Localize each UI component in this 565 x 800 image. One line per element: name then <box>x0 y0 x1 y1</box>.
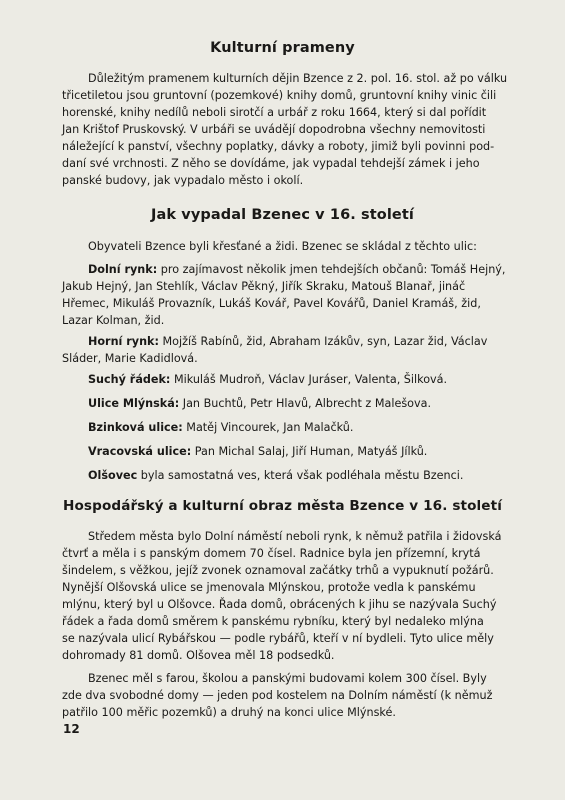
section-heading-hospodarsky-obraz: Hospodářský a kulturní obraz města Bzence v 16. století <box>63 498 502 514</box>
street-name: Horní rynk: <box>88 335 159 348</box>
paragraph-line: se nazývala ulicí Rybářskou — podle rybářů, kteří v ní bydleli. Tyto ulice měly <box>62 632 494 645</box>
street-residents: Jan Buchtů, Petr Hlavů, Albrecht z Malešova. <box>179 397 432 410</box>
street-name: Olšovec <box>88 469 138 482</box>
street-entry-bzinkova-ulice <box>88 421 353 435</box>
page-number: 12 <box>63 722 80 736</box>
paragraph-line: Středem města bylo Dolní náměstí neboli rynk, k němuž patřila i židovská <box>88 530 502 543</box>
paragraph-line: řádek a řada domů směrem k panskému rybníku, který byl nedaleko mlýna <box>62 615 484 628</box>
paragraph-line: čtvrť a měla i s panským domem 70 čísel. Radnice byla jen přízemní, krytá <box>62 547 481 560</box>
paragraph-line: horenské, knihy nedílů neboli sirotčí a urbář z roku 1664, který si dal pořídit <box>62 106 487 119</box>
paragraph-line: šindelem, s věžkou, jejíž zvonek oznamoval začátky trhů a vypuknutí požárů. <box>62 564 494 577</box>
street-residents: Mojžíš Rabínů, žid, Abraham Izákův, syn, Lazar žid, Václav <box>158 335 488 348</box>
paragraph-line: daní své vrchnosti. Z něho se dovídáme, jak vypadal tehdejší zámek i jeho <box>62 157 480 170</box>
street-residents: Matěj Vincourek, Jan Malačků. <box>182 421 354 434</box>
street-name: Bzinková ulice: <box>88 421 183 434</box>
street-entry-olsovec <box>88 469 463 483</box>
street-residents: Pan Michal Salaj, Jiří Human, Matyáš Jílků. <box>191 445 428 458</box>
street-entry-ulice-mlynska <box>88 397 431 411</box>
section-heading-jak-vypadal-bzenec: Jak vypadal Bzenec v 16. století <box>151 207 414 223</box>
paragraph-line: Jakub Hejný, Jan Stehlík, Václav Pěkný, Jiřík Skraku, Matouš Blanař, jináč <box>62 280 466 293</box>
paragraph-line: Hřemec, Mikuláš Provazník, Lukáš Kovář, Pavel Kovářů, Daniel Kramáš, žid, <box>62 297 481 310</box>
street-name: Vracovská ulice: <box>88 445 192 458</box>
street-description: byla samostatná ves, která však podléhala městu Bzenci. <box>137 469 464 482</box>
paragraph-line: Lazar Kolman, žid. <box>62 314 165 327</box>
street-name: Suchý řádek: <box>88 373 171 386</box>
street-entry-dolni-rynk <box>88 263 505 277</box>
street-name: Dolní rynk: <box>88 263 158 276</box>
street-residents: pro zajímavost několik jmen tehdejších občanů: Tomáš Hejný, <box>157 263 506 276</box>
paragraph-line: dohromady 81 domů. Olšovea měl 18 podsedků. <box>62 649 335 662</box>
intro-line: Obyvateli Bzence byli křesťané a židi. Bzenec se skládal z těchto ulic: <box>88 240 477 253</box>
paragraph-line: Jan Krištof Pruskovský. V urbáři se uvádějí dopodrobna všechny nemovitosti <box>62 123 486 136</box>
paragraph-line: patřilo 100 měřic pozemků) a druhý na konci ulice Mlýnské. <box>62 706 396 719</box>
section-heading-kulturni-prameny: Kulturní prameny <box>210 40 355 56</box>
street-name: Ulice Mlýnská: <box>88 397 180 410</box>
paragraph-line: třicetiletou jsou gruntovní (pozemkové) knihy domů, gruntovní knihy vinic čili <box>62 89 497 102</box>
paragraph-line: Bzenec měl s farou, školou a panskými budovami kolem 300 čísel. Byly <box>88 672 487 685</box>
paragraph-line: panské budovy, jak vypadalo město i okolí. <box>62 174 304 187</box>
street-entry-horni-rynk <box>88 335 487 349</box>
paragraph-line: Důležitým pramenem kulturních dějin Bzence z 2. pol. 16. stol. až po válku <box>88 72 508 85</box>
paragraph-line: náležející k panství, všechny poplatky, dávky a roboty, jimiž byli povinni pod- <box>62 140 495 153</box>
paragraph-line: zde dva svobodné domy — jeden pod kostelem na Dolním náměstí (k němuž <box>62 689 493 702</box>
paragraph-line: Sláder, Marie Kadidlová. <box>62 352 198 365</box>
street-entry-vracovska-ulice <box>88 445 427 459</box>
street-entry-suchy-radek <box>88 373 447 387</box>
paragraph-line: Nynější Olšovská ulice se jmenovala Mlýnskou, protože vedla k panskému <box>62 581 476 594</box>
street-residents: Mikuláš Mudroň, Václav Juráser, Valenta, Šilková. <box>170 373 448 386</box>
paragraph-line: mlýnu, který byl u Olšovce. Řada domů, obrácených k jihu se nazývala Suchý <box>62 598 497 611</box>
